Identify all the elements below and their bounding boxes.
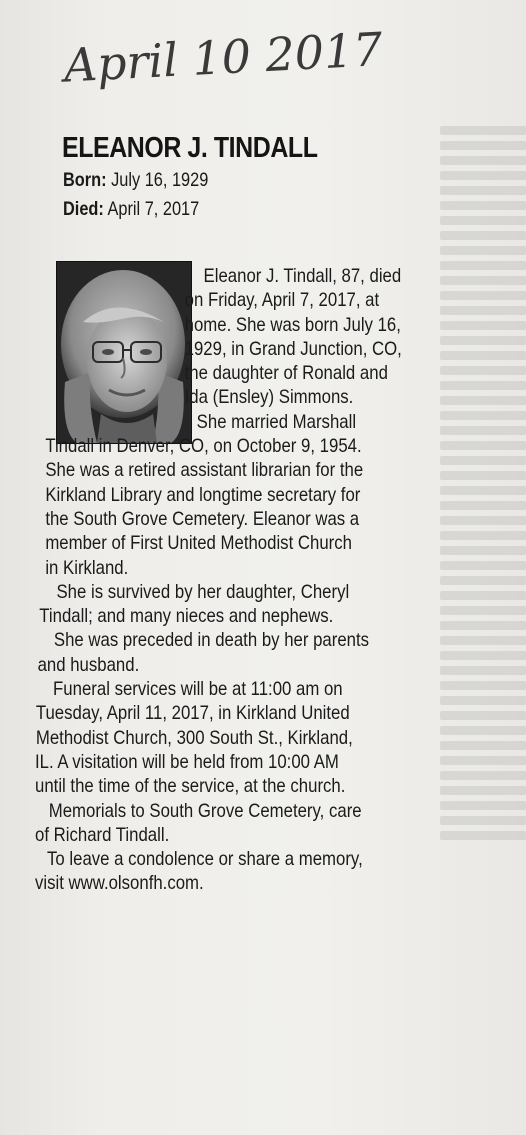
text-line: of Richard Tindall. — [35, 823, 170, 846]
text-line: Tindall in Denver, CO, on October 9, 1954. — [45, 435, 362, 458]
paragraph-marriage — [35, 410, 495, 580]
paragraph-funeral — [35, 677, 495, 798]
text-line: visit www.olsonfh.com. — [35, 872, 204, 895]
text-line: the daughter of Ronald and — [184, 362, 388, 385]
paragraph-intro — [35, 264, 495, 410]
born-label: Born: — [63, 170, 107, 191]
paragraph-memorials — [35, 799, 495, 848]
text-line: She married Marshall — [196, 410, 357, 433]
text-line: She is survived by her daughter, Cheryl — [56, 580, 350, 603]
text-line: Methodist Church, 300 South St., Kirkland, — [35, 726, 353, 749]
text-line: 1929, in Grand Junction, CO, — [184, 337, 402, 360]
text-line: member of First United Methodist Church — [45, 532, 352, 555]
text-line: Tuesday, April 11, 2017, in Kirkland United — [35, 702, 350, 725]
text-line: Kirkland Library and longtime secretary for — [45, 483, 361, 506]
paragraph-survived — [35, 580, 495, 629]
text-line: Tindall; and many nieces and nephews. — [39, 605, 334, 628]
died-label: Died: — [63, 199, 104, 220]
text-line: IL. A visitation will be held from 10:00 AM — [35, 750, 339, 773]
text-line: and husband. — [37, 653, 140, 676]
text-line: To leave a condolence or share a memory, — [47, 848, 363, 871]
text-line: in Kirkland. — [45, 556, 129, 579]
text-line: She was preceded in death by her parents — [53, 629, 370, 652]
obituary-body — [35, 264, 495, 896]
text-line: the South Grove Cemetery. Eleanor was a — [45, 507, 360, 530]
born-date: July 16, 1929 — [111, 170, 209, 191]
died-date: April 7, 2017 — [107, 199, 200, 220]
text-line: Memorials to South Grove Cemetery, care — [48, 799, 362, 822]
born-line — [63, 170, 321, 192]
handwritten-date-text: April 10 2017 — [62, 21, 384, 93]
text-line: She was a retired assistant librarian for the — [45, 459, 364, 482]
text-line: Funeral services will be at 11:00 am on — [53, 678, 343, 701]
died-line — [63, 199, 321, 221]
paragraph-preceded — [35, 628, 495, 677]
handwritten-date — [60, 14, 390, 94]
text-line: on Friday, April 7, 2017, at — [184, 289, 380, 312]
text-line: Ida (Ensley) Simmons. — [184, 386, 354, 409]
paragraph-condolence — [35, 847, 495, 896]
obituary-name: ELEANOR J. TINDALL — [62, 132, 318, 164]
text-line: until the time of the service, at the church. — [35, 775, 346, 798]
text-line: home. She was born July 16, — [184, 313, 401, 336]
text-line: Eleanor J. Tindall, 87, died — [203, 265, 402, 287]
